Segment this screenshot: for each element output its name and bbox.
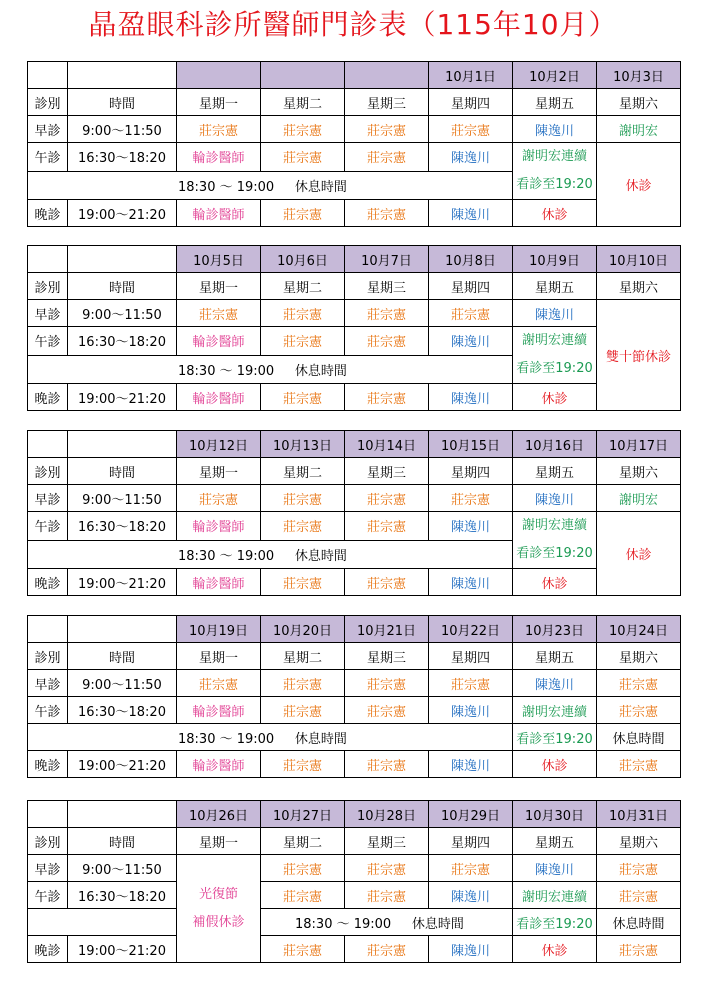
- doctor-cell: 謝明宏: [597, 485, 681, 512]
- week-table-5: [27, 800, 681, 963]
- weekday-cell: 星期六: [597, 828, 681, 855]
- doctor-cell: 莊宗憲: [261, 569, 345, 596]
- session-label: 午診: [28, 882, 68, 909]
- date-row: [28, 801, 681, 828]
- extended-line-1: 謝明宏連續: [521, 518, 587, 533]
- session-label: 早診: [28, 116, 68, 143]
- doctor-cell: 莊宗憲: [345, 882, 429, 909]
- weekday-cell: 星期三: [345, 828, 429, 855]
- doctor-cell: 陳逸川: [513, 485, 597, 512]
- doctor-cell: 陳逸川: [429, 936, 513, 963]
- doctor-cell: 莊宗憲: [345, 697, 429, 724]
- afternoon-row: [28, 512, 681, 541]
- date-cell: 10月17日: [597, 431, 681, 458]
- doctor-cell: 陳逸川: [513, 670, 597, 697]
- date-cell: [261, 62, 345, 89]
- weekday-cell: 星期二: [261, 273, 345, 300]
- doctor-cell: 莊宗憲: [177, 485, 261, 512]
- session-label: 午診: [28, 512, 68, 541]
- date-cell: 10月20日: [261, 616, 345, 643]
- holiday-cell: [177, 855, 261, 963]
- date-cell: 10月27日: [261, 801, 345, 828]
- weekday-cell: 星期三: [345, 273, 429, 300]
- weekday-cell: 星期六: [597, 643, 681, 670]
- weekday-cell: 星期四: [429, 643, 513, 670]
- session-label: 早診: [28, 485, 68, 512]
- date-cell: 10月1日: [429, 62, 513, 89]
- weekday-cell: 星期一: [177, 89, 261, 116]
- date-cell: 10月16日: [513, 431, 597, 458]
- session-time: 9:00～11:50: [68, 300, 177, 327]
- doctor-cell: 莊宗憲: [345, 751, 429, 778]
- weekday-cell: 星期二: [261, 89, 345, 116]
- morning-row: [28, 300, 681, 327]
- closed-cell: 休診: [597, 143, 681, 227]
- session-time: 19:00～21:20: [68, 569, 177, 596]
- rest-cell: 休息時間: [597, 909, 681, 936]
- type-header: 診別: [28, 643, 68, 670]
- afternoon-row: [28, 697, 681, 724]
- doctor-cell-extended: [513, 143, 597, 200]
- doctor-cell: 莊宗憲: [345, 485, 429, 512]
- doctor-cell: 輪診醫師: [177, 512, 261, 541]
- session-label: 午診: [28, 697, 68, 724]
- doctor-cell: 莊宗憲: [345, 300, 429, 327]
- session-time: 16:30～18:20: [68, 697, 177, 724]
- evening-row: [28, 751, 681, 778]
- doctor-cell: 莊宗憲: [261, 670, 345, 697]
- doctor-cell: 輪診醫師: [177, 143, 261, 172]
- break-row: [28, 909, 681, 936]
- date-cell: [345, 62, 429, 89]
- date-cell: 10月14日: [345, 431, 429, 458]
- doctor-cell: 休診: [513, 200, 597, 227]
- doctor-cell: 陳逸川: [429, 143, 513, 172]
- doctor-cell: 莊宗憲: [261, 882, 345, 909]
- weekday-cell: 星期五: [513, 458, 597, 485]
- doctor-cell: 莊宗憲: [429, 300, 513, 327]
- doctor-cell: 莊宗憲: [261, 751, 345, 778]
- holiday-cell: 雙十節休診: [597, 300, 681, 411]
- weekday-row: [28, 643, 681, 670]
- date-cell: 10月22日: [429, 616, 513, 643]
- session-label: 午診: [28, 327, 68, 356]
- doctor-cell: 陳逸川: [429, 327, 513, 356]
- morning-row: [28, 485, 681, 512]
- doctor-cell: 輪診醫師: [177, 327, 261, 356]
- session-label: 早診: [28, 670, 68, 697]
- weekday-cell: 星期三: [345, 89, 429, 116]
- break-label: 休息時間: [294, 363, 347, 379]
- session-time: 9:00～11:50: [68, 855, 177, 882]
- evening-row: [28, 936, 681, 963]
- session-label: 晚診: [28, 200, 68, 227]
- weekday-cell: 星期五: [513, 828, 597, 855]
- doctor-cell: 莊宗憲: [429, 855, 513, 882]
- doctor-cell: 莊宗憲: [261, 327, 345, 356]
- weekday-cell: 星期一: [177, 828, 261, 855]
- session-time: 16:30～18:20: [68, 143, 177, 172]
- date-cell: 10月29日: [429, 801, 513, 828]
- date-cell: 10月8日: [429, 246, 513, 273]
- session-time: 9:00～11:50: [68, 670, 177, 697]
- date-row: [28, 616, 681, 643]
- doctor-cell: 莊宗憲: [261, 855, 345, 882]
- date-cell: 10月30日: [513, 801, 597, 828]
- doctor-cell: 莊宗憲: [429, 670, 513, 697]
- doctor-cell: 陳逸川: [429, 512, 513, 541]
- doctor-cell: 莊宗憲: [597, 882, 681, 909]
- type-header: 診別: [28, 828, 68, 855]
- weekday-cell: 星期一: [177, 273, 261, 300]
- weekday-cell: 星期四: [429, 828, 513, 855]
- session-time: 9:00～11:50: [68, 116, 177, 143]
- break-cell: [28, 540, 513, 569]
- session-time: 16:30～18:20: [68, 327, 177, 356]
- doctor-cell: 莊宗憲: [345, 384, 429, 411]
- doctor-cell: 莊宗憲: [345, 512, 429, 541]
- doctor-cell: 莊宗憲: [261, 485, 345, 512]
- date-cell: 10月3日: [597, 62, 681, 89]
- session-time: 9:00～11:50: [68, 485, 177, 512]
- doctor-cell: 陳逸川: [429, 751, 513, 778]
- extended-line-2: 看診至19:20: [516, 361, 593, 376]
- break-time: 18:30 ～ 19:00: [178, 179, 275, 195]
- date-cell: 10月7日: [345, 246, 429, 273]
- session-label: 早診: [28, 855, 68, 882]
- session-label: 早診: [28, 300, 68, 327]
- week-table-4: [27, 615, 681, 778]
- date-cell: [177, 62, 261, 89]
- extended-line-1: 謝明宏連續: [521, 149, 587, 164]
- break-cell: [28, 171, 513, 200]
- session-time: 19:00～21:20: [68, 751, 177, 778]
- weekday-row: [28, 89, 681, 116]
- doctor-cell: 莊宗憲: [261, 936, 345, 963]
- session-time: 16:30～18:20: [68, 882, 177, 909]
- evening-row: [28, 200, 681, 227]
- doctor-cell: 看診至19:20: [513, 909, 597, 936]
- doctor-cell: 莊宗憲: [345, 936, 429, 963]
- doctor-cell: 莊宗憲: [261, 143, 345, 172]
- date-cell: 10月26日: [177, 801, 261, 828]
- date-cell: 10月23日: [513, 616, 597, 643]
- rest-cell: 休息時間: [597, 724, 681, 751]
- weekday-cell: 星期五: [513, 643, 597, 670]
- doctor-cell: 休診: [513, 936, 597, 963]
- weekday-row: [28, 458, 681, 485]
- doctor-cell: 陳逸川: [429, 200, 513, 227]
- afternoon-row: [28, 327, 681, 356]
- doctor-cell: 莊宗憲: [345, 143, 429, 172]
- extended-line-2: 看診至19:20: [516, 546, 593, 561]
- weekday-cell: 星期一: [177, 643, 261, 670]
- extended-line-1: 謝明宏連續: [521, 333, 587, 348]
- doctor-cell: 陳逸川: [429, 569, 513, 596]
- doctor-cell: 輪診醫師: [177, 200, 261, 227]
- doctor-cell: 莊宗憲: [345, 327, 429, 356]
- weekday-cell: 星期三: [345, 458, 429, 485]
- holiday-line-2: 補假休診: [192, 914, 245, 930]
- doctor-cell: 休診: [513, 384, 597, 411]
- doctor-cell: 輪診醫師: [177, 697, 261, 724]
- doctor-cell: 休診: [513, 569, 597, 596]
- date-cell: 10月9日: [513, 246, 597, 273]
- date-row: [28, 246, 681, 273]
- break-label: 休息時間: [411, 916, 464, 932]
- date-cell: 10月19日: [177, 616, 261, 643]
- doctor-cell: 輪診醫師: [177, 569, 261, 596]
- break-cell: [28, 724, 513, 751]
- weekday-cell: 星期六: [597, 458, 681, 485]
- date-cell: 10月31日: [597, 801, 681, 828]
- weekday-row: [28, 273, 681, 300]
- weekday-cell: 星期六: [597, 89, 681, 116]
- weekday-cell: 星期四: [429, 458, 513, 485]
- session-label: 晚診: [28, 384, 68, 411]
- date-cell: 10月24日: [597, 616, 681, 643]
- doctor-cell: 莊宗憲: [261, 300, 345, 327]
- doctor-cell: 謝明宏連續: [513, 882, 597, 909]
- date-cell: 10月6日: [261, 246, 345, 273]
- doctor-cell: 莊宗憲: [429, 116, 513, 143]
- holiday-line-1: 光復節: [198, 886, 238, 902]
- weekday-cell: 星期五: [513, 273, 597, 300]
- doctor-cell: 陳逸川: [513, 116, 597, 143]
- doctor-cell: 莊宗憲: [261, 384, 345, 411]
- date-row: [28, 62, 681, 89]
- session-time: 19:00～21:20: [68, 936, 177, 963]
- date-cell: 10月21日: [345, 616, 429, 643]
- time-header: 時間: [68, 643, 177, 670]
- evening-row: [28, 384, 681, 411]
- break-row: [28, 724, 681, 751]
- break-label: 休息時間: [294, 731, 347, 747]
- weekday-cell: 星期二: [261, 828, 345, 855]
- doctor-cell-extended: [513, 512, 597, 569]
- doctor-cell: 陳逸川: [429, 384, 513, 411]
- date-cell: 10月12日: [177, 431, 261, 458]
- session-time: 19:00～21:20: [68, 384, 177, 411]
- afternoon-row: [28, 143, 681, 172]
- date-cell: 10月2日: [513, 62, 597, 89]
- break-time: 18:30 ～ 19:00: [178, 731, 275, 747]
- morning-row: [28, 670, 681, 697]
- doctor-cell: 莊宗憲: [177, 670, 261, 697]
- doctor-cell: 莊宗憲: [177, 116, 261, 143]
- session-label: 晚診: [28, 569, 68, 596]
- doctor-cell: 莊宗憲: [345, 855, 429, 882]
- weekday-cell: 星期二: [261, 458, 345, 485]
- doctor-cell: 看診至19:20: [513, 724, 597, 751]
- doctor-cell: 莊宗憲: [597, 936, 681, 963]
- doctor-cell: 莊宗憲: [345, 200, 429, 227]
- doctor-cell: 陳逸川: [513, 855, 597, 882]
- doctor-cell: 莊宗憲: [597, 670, 681, 697]
- date-cell: 10月5日: [177, 246, 261, 273]
- week-table-1: [27, 61, 681, 227]
- date-cell: 10月13日: [261, 431, 345, 458]
- break-time: 18:30 ～ 19:00: [295, 916, 392, 932]
- date-cell: 10月15日: [429, 431, 513, 458]
- session-time: 19:00～21:20: [68, 200, 177, 227]
- break-cell: [28, 355, 513, 384]
- date-cell: 10月10日: [597, 246, 681, 273]
- weekday-cell: 星期四: [429, 89, 513, 116]
- break-label: 休息時間: [294, 179, 347, 195]
- doctor-cell: 莊宗憲: [177, 300, 261, 327]
- date-cell: 10月28日: [345, 801, 429, 828]
- break-cell: [261, 909, 513, 936]
- weekday-row: [28, 828, 681, 855]
- break-time: 18:30 ～ 19:00: [178, 363, 275, 379]
- weekday-cell: 星期二: [261, 643, 345, 670]
- doctor-cell: 莊宗憲: [261, 697, 345, 724]
- doctor-cell: 莊宗憲: [261, 200, 345, 227]
- morning-row: [28, 116, 681, 143]
- weekday-cell: 星期五: [513, 89, 597, 116]
- doctor-cell: 莊宗憲: [597, 697, 681, 724]
- doctor-cell: 陳逸川: [429, 697, 513, 724]
- doctor-cell: 莊宗憲: [345, 670, 429, 697]
- weekday-cell: 星期一: [177, 458, 261, 485]
- break-time: 18:30 ～ 19:00: [178, 548, 275, 564]
- session-time: 16:30～18:20: [68, 512, 177, 541]
- time-header: 時間: [68, 89, 177, 116]
- doctor-cell: 莊宗憲: [429, 485, 513, 512]
- session-label: 晚診: [28, 936, 68, 963]
- break-label: 休息時間: [294, 548, 347, 564]
- evening-row: [28, 569, 681, 596]
- break-blank: [28, 909, 177, 936]
- doctor-cell: 莊宗憲: [261, 512, 345, 541]
- morning-row: [28, 855, 681, 882]
- week-table-3: [27, 430, 681, 596]
- doctor-cell: 莊宗憲: [345, 116, 429, 143]
- doctor-cell: 莊宗憲: [261, 116, 345, 143]
- extended-line-2: 看診至19:20: [516, 177, 593, 192]
- session-label: 晚診: [28, 751, 68, 778]
- doctor-cell: 休診: [513, 751, 597, 778]
- time-header: 時間: [68, 828, 177, 855]
- type-header: 診別: [28, 273, 68, 300]
- session-label: 午診: [28, 143, 68, 172]
- time-header: 時間: [68, 458, 177, 485]
- date-row: [28, 431, 681, 458]
- doctor-cell: 陳逸川: [513, 300, 597, 327]
- doctor-cell: 謝明宏連續: [513, 697, 597, 724]
- afternoon-row: [28, 882, 681, 909]
- type-header: 診別: [28, 89, 68, 116]
- doctor-cell: 謝明宏: [597, 116, 681, 143]
- doctor-cell: 莊宗憲: [597, 751, 681, 778]
- page-title: 晶盈眼科診所醫師門診表（115年10月）: [88, 8, 618, 41]
- doctor-cell: 莊宗憲: [597, 855, 681, 882]
- doctor-cell-extended: [513, 327, 597, 384]
- closed-cell: 休診: [597, 512, 681, 596]
- time-header: 時間: [68, 273, 177, 300]
- doctor-cell: 陳逸川: [429, 882, 513, 909]
- weekday-cell: 星期六: [597, 273, 681, 300]
- type-header: 診別: [28, 458, 68, 485]
- weekday-cell: 星期四: [429, 273, 513, 300]
- doctor-cell: 輪診醫師: [177, 384, 261, 411]
- weekday-cell: 星期三: [345, 643, 429, 670]
- week-table-2: [27, 245, 681, 411]
- doctor-cell: 莊宗憲: [345, 569, 429, 596]
- doctor-cell: 輪診醫師: [177, 751, 261, 778]
